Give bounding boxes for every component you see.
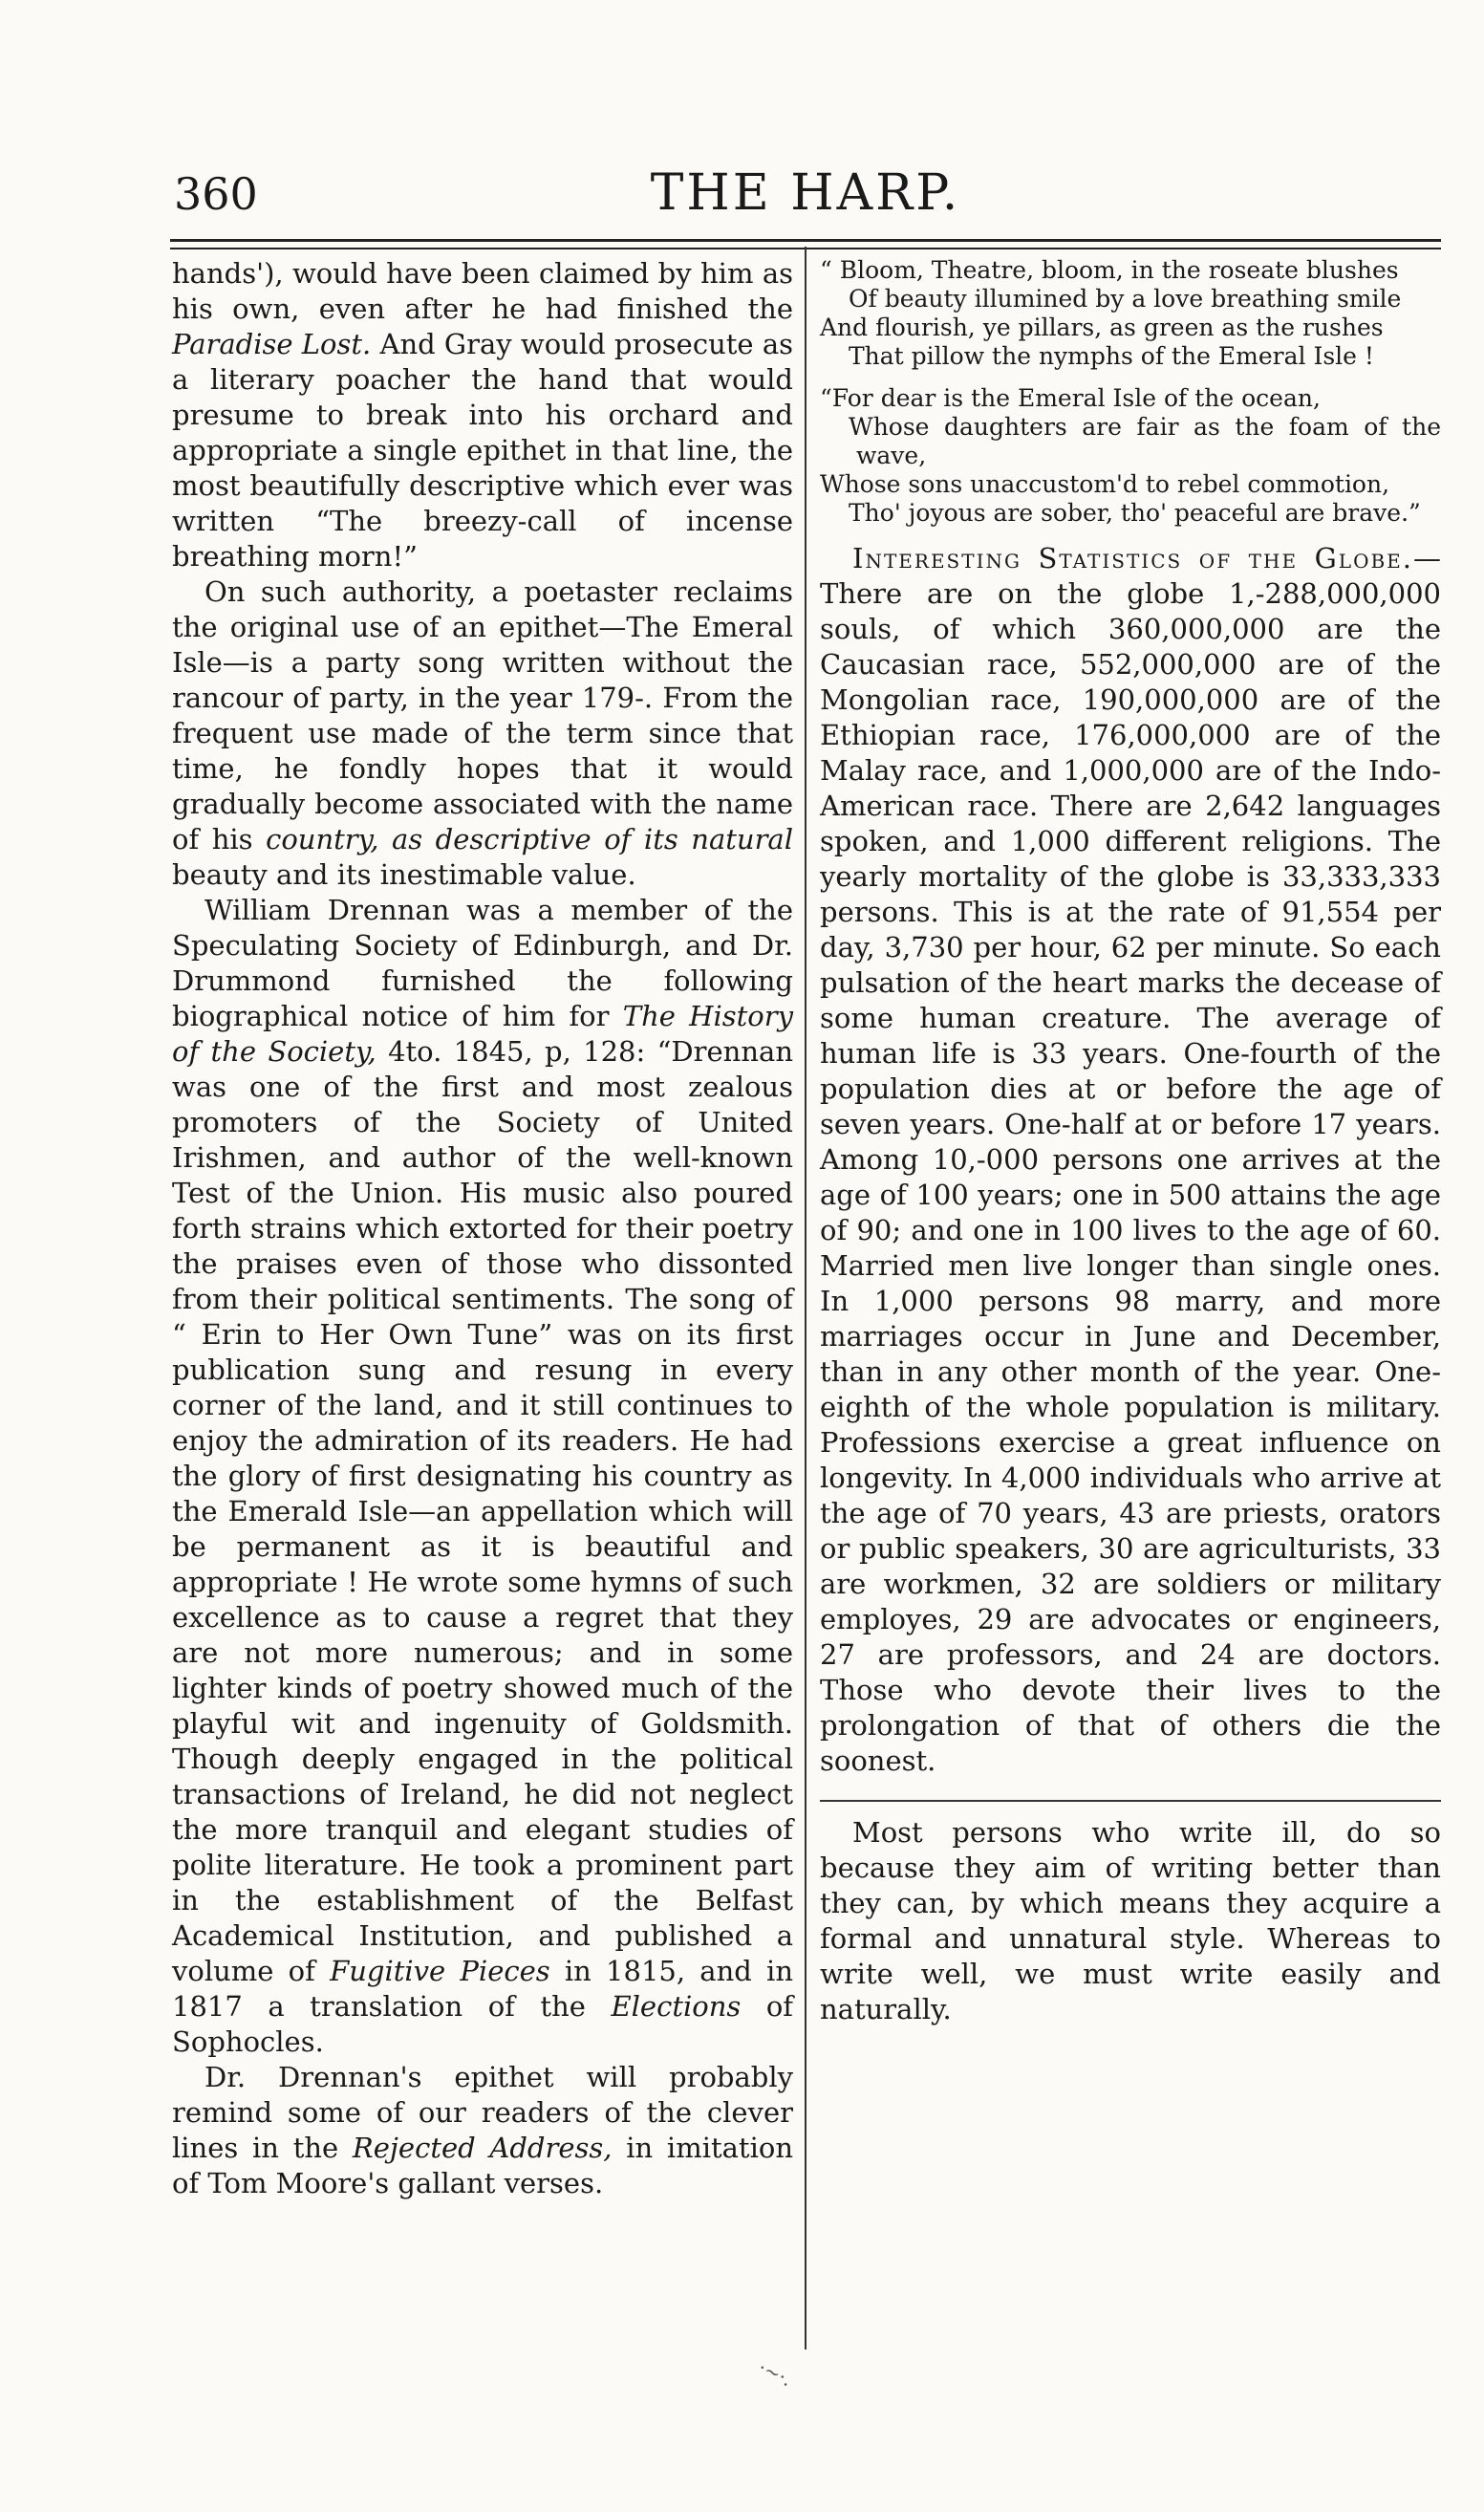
paragraph: William Drennan was a member of the Speculating Society of Edinburgh, and Dr. Drummond furnished the following biographical notice of him for The History of the Society, 4to. 1845, p, 128: “Drennan was one of the first and most zealous promoters of the Society of United Irishmen, and author of the well-known Test of the Union. His music also poured forth strains which extorted for their poetry the praises even of those who dissonted from their political sentiments. The song of “ Erin to Her Own Tune” was on its first publication sung and resung in every corner of the land, and it still continues to enjoy the admiration of its readers. He had the glory of first designating his country as the Emerald Isle—an appellation which will be permanent as it is beautiful and appropriate ! He wrote some hymns of such excellence as to cause a regret that they are not more numerous; and in some lighter kinds of poetry showed much of the playful wit and ingenuity of Goldsmith. Though deeply engaged in the political transactions of Ireland, he did not neglect the more tranquil and elegant studies of polite literature. He took a prominent part in the establishment of the Belfast Academical Institution, and published a volume of Fugitive Pieces in 1815, and in 1817 a translation of the Elections of Sophocles. <box>172 894 794 2058</box>
poem-line: “For dear is the Emeral Isle of the ocean, <box>820 384 1321 412</box>
running-head-title: THE HARP. <box>650 164 961 222</box>
print-smudge: ·~·. <box>754 2355 796 2392</box>
poem-stanza-2 <box>820 384 1441 528</box>
poem-line: Whose sons unaccustom'd to rebel commotion, <box>820 470 1390 498</box>
poem-stanza-1 <box>820 256 1441 371</box>
page-header <box>170 161 1441 237</box>
left-column <box>172 256 793 2201</box>
poem-line: Whose daughters are fair as the foam of the wave, <box>849 413 1441 469</box>
closing-paragraph: Most persons who write ill, do so because they aim of writing better than they can, by which means they acquire a formal and unnatural style. Whereas to write well, we must write easily and naturally. <box>820 1816 1441 2025</box>
paragraph: hands'), would have been claimed by him as his own, even after he had finished the Paradise Lost. And Gray would prosecute as a literary poacher the hand that would presume to break into his orchard and appropriate a single epithet in that line, the most beautifully descriptive which ever was written “The breezy-call of incense breathing morn!” <box>172 257 793 573</box>
page-number: 360 <box>174 168 258 220</box>
paragraph: On such authority, a poetaster reclaims the original use of an epithet—The Emeral Isle—is a party song written without the rancour of party, in the year 179-. From the frequent use made of the term since that time, he fondly hopes that it would gradually become associated with the name of his country, as descriptive of its natural beauty and its inestimable value. <box>172 575 793 891</box>
poem-line: “ Bloom, Theatre, bloom, in the roseate blushes <box>820 256 1399 284</box>
poem-line: And flourish, ye pillars, as green as the rushes <box>820 314 1384 341</box>
paragraph: Dr. Drennan's epithet will probably remind some of our readers of the clever lines in the Rejected Address, in imitation of Tom Moore's gallant verses. <box>172 2061 793 2199</box>
statistics-article: Interesting Statistics of the Globe.—There are on the globe 1,-288,000,000 souls, of which 360,000,000 are the Caucasian race, 552,000,000 are of the Mongolian race, 190,000,000 are of the Ethiopian race, 176,000,000 are of the Malay race, and 1,000,000 are of the Indo-American race. There are 2,642 languages spoken, and 1,000 different religions. The yearly mortality of the globe is 33,333,333 persons. This is at the rate of 91,554 per day, 3,730 per hour, 62 per minute. So each pulsation of the heart marks the decease of some human creature. The average of human life is 33 years. One-fourth of the population dies at or before the age of seven years. One-half at or before 17 years. Among 10,-000 persons one arrives at the age of 100 years; one in 500 attains the age of 90; and one in 100 lives to the age of 60. Married men live longer than single ones. In 1,000 persons 98 marry, and more marriages occur in June and December, than in any other month of the year. One-eighth of the whole population is military. Professions exercise a great influence on longevity. In 4,000 individuals who arrive at the age of 70 years, 43 are priests, orators or public speakers, 30 are agriculturists, 33 are workmen, 32 are soldiers or military employes, 29 are advocates or engineers, 27 are professors, and 24 are doctors. Those who devote their lives to the prolongation of that of others die the soonest. <box>820 542 1441 1777</box>
column-divider <box>805 247 807 2350</box>
right-column <box>820 256 1441 2027</box>
poem-line: Of beauty illumined by a love breathing smile <box>849 285 1402 313</box>
statistics-heading: Interesting Statistics of the Globe. <box>852 542 1413 574</box>
poem-line: That pillow the nymphs of the Emeral Isle ! <box>849 342 1374 370</box>
poem-line: Tho' joyous are sober, tho' peaceful are brave.” <box>849 499 1421 527</box>
section-divider <box>820 1800 1441 1802</box>
